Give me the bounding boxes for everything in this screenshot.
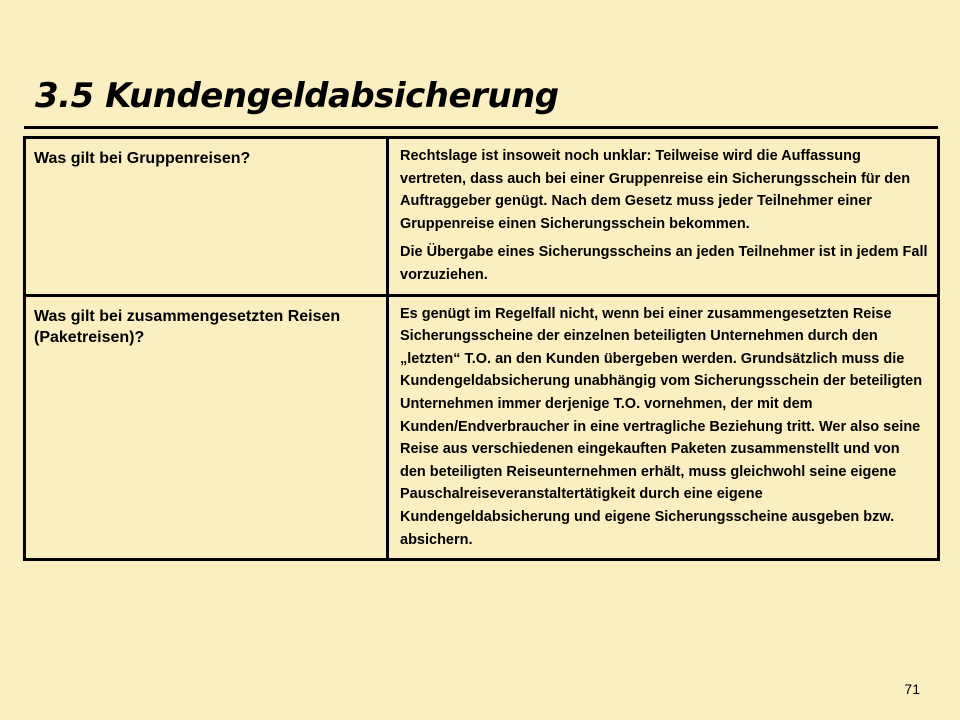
answer-cell	[388, 138, 939, 296]
answer-paragraph: Die Übergabe eines Sicherungsscheins an jeden Teilnehmer ist in jedem Fall vorzuziehen.	[400, 244, 928, 283]
slide-title: 3.5 Kundengeldabsicherung	[35, 76, 559, 116]
answer-paragraph: Es genügt im Regelfall nicht, wenn bei einer zusammengesetzten Reise Sicherungsscheine der einzelnen beteiligten Unternehmen durch den „letzten“ T.O. an den Kunden übergeben werden. Grundsätzlich muss die Kundengeldabsicherung unabhängig vom Sicherungsschein der beteiligten Unternehmen immer derjenige T.O. vornehmen, der mit dem Kunden/Endverbraucher in eine vertragliche Beziehung tritt. Wer also seine Reise aus verschiedenen eingekauften Paketen zusammenstellt und von den beteiligten Reiseunternehmen erhält, muss gleichwohl seine eigene Pauschalreiseveranstaltertätigkeit durch eine eigene Kundengeldabsicherung und eigene Sicherungsscheine ausgeben bzw. absichern.	[400, 305, 923, 548]
table-row-group-travel	[25, 138, 939, 296]
qa-table	[23, 136, 940, 561]
answer-cell	[388, 295, 939, 560]
page-number: 71	[904, 681, 920, 697]
question-cell: Was gilt bei zusammengesetzten Reisen (Paketreisen)?	[25, 295, 388, 560]
question-cell: Was gilt bei Gruppenreisen?	[25, 138, 388, 296]
answer-paragraph: Rechtslage ist insoweit noch unklar: Teilweise wird die Auffassung vertreten, dass auch bei einer Gruppenreise ein Sicherungsschein für den Auftraggeber genügt. Nach dem Gesetz muss jeder Teilnehmer einer Gruppenreise einen Sicherungsschein bekommen.	[400, 148, 911, 232]
title-underline	[24, 126, 938, 129]
table-row-package-travel	[25, 295, 939, 560]
